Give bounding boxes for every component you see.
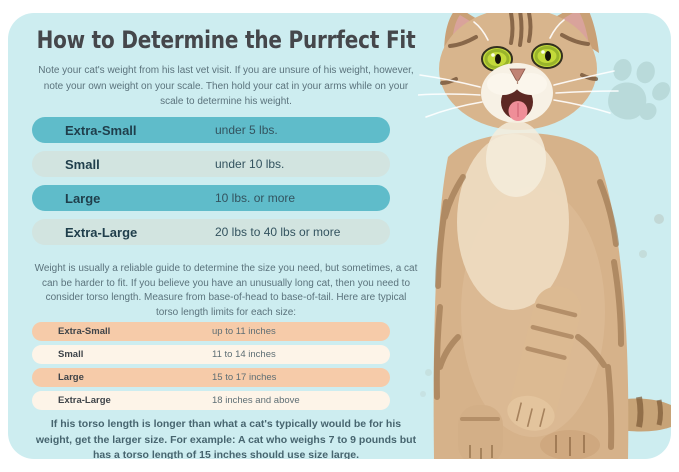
size-value: under 10 lbs. — [215, 157, 285, 171]
size-value: 15 to 17 inches — [212, 372, 277, 383]
table-row — [32, 322, 390, 341]
table-row — [32, 368, 390, 387]
content-column — [30, 13, 422, 459]
table-row — [32, 345, 390, 364]
table-row — [32, 117, 390, 143]
size-value: up to 11 inches — [212, 326, 276, 337]
table-row — [32, 151, 390, 177]
torso-length-table — [32, 322, 390, 414]
table-row — [32, 185, 390, 211]
tabby-cat-illustration — [418, 13, 671, 459]
size-value: under 5 lbs. — [215, 123, 278, 137]
size-value: 10 lbs. or more — [215, 191, 296, 205]
torso-guide-text: Weight is usually a reliable guide to determine the size you need, but sometimes, a cat can be harder to fit. If you believe you have an unusually long cat, then you need to consider torso length. Measure from base-of-head to base-of-tail. Here are typical torso length limits for each size: — [34, 263, 418, 318]
size-label: Extra-Large — [65, 224, 138, 240]
size-value: 20 lbs to 40 lbs or more — [215, 225, 341, 239]
table-row — [32, 219, 390, 245]
size-label: Large — [65, 190, 101, 206]
infographic-card — [8, 13, 671, 459]
size-label: Small — [65, 156, 100, 172]
page-title: How to Determine the Purrfect Fit — [36, 25, 416, 55]
weight-size-table — [32, 117, 390, 253]
size-label: Extra-Small — [65, 122, 137, 138]
size-label: Large — [58, 372, 84, 383]
footer-note: If his torso length is longer than what a cat's typically would be for his weight, get the larger size. For example: A cat who weighs 7 to 9 pounds but has a torso length of 15 inches should use size large. — [35, 418, 417, 459]
intro-text: Note your cat's weight from his last vet visit. If you are unsure of his weight, however, note your own weight on your scale. Then hold your cat in your arms while on your scale to determine his weight. — [38, 65, 414, 107]
size-value: 11 to 14 inches — [212, 349, 276, 360]
size-label: Extra-Large — [58, 395, 111, 406]
size-label: Extra-Small — [58, 326, 111, 337]
size-value: 18 inches and above — [212, 395, 300, 406]
size-label: Small — [58, 349, 84, 360]
table-row — [32, 391, 390, 410]
